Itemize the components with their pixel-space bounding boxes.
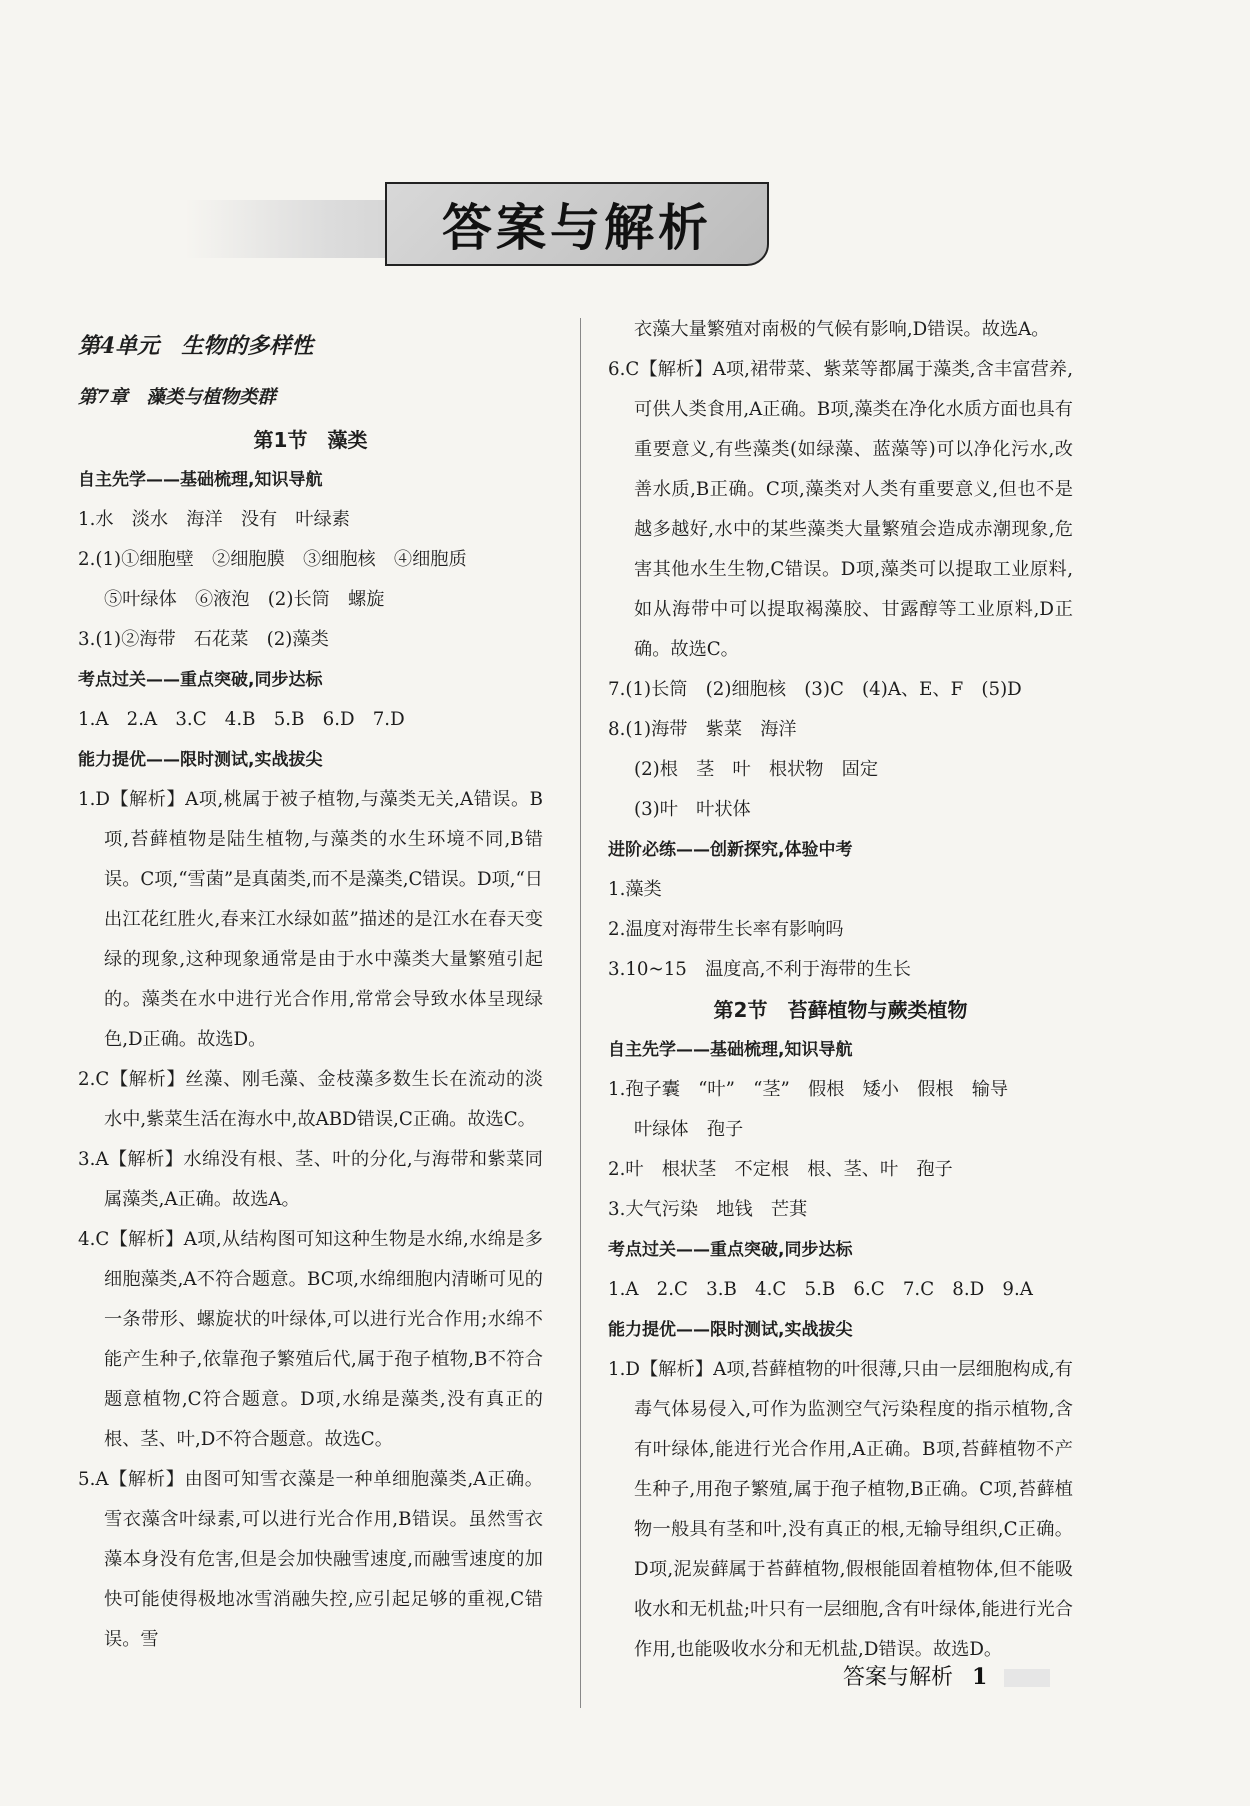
moss-explanation-1: 1.D【解析】A项,苔藓植物的叶很薄,只由一层细胞构成,有毒气体易侵入,可作为监测空气污染程度的指示植物,含有叶绿体,能进行光合作用,A正确。B项,苔藓植物不产生种子,用孢子繁殖,属于孢子植物,B正确。C项,苔藓植物一般具有茎和叶,没有真正的根,无输导组织,C正确。D项,泥炭藓属于苔藓植物,假根能固着植物体,但不能吸收水和无机盐;叶只有一层细胞,含有叶绿体,能进行光合作用,也能吸收水分和无机盐,D错误。故选D。 [608, 1359, 1073, 1660]
subheading-advanced: 进阶必练——创新探究,体验中考 [608, 840, 853, 860]
chapter-heading: 第7章 藻类与植物类群 [78, 387, 276, 408]
answer-2b: ⑤叶绿体 ⑥液泡 (2)长筒 螺旋 [104, 589, 385, 610]
explanation-5: 5.A【解析】由图可知雪衣藻是一种单细胞藻类,A正确。雪衣藻含叶绿素,可以进行光合作用,B错误。虽然雪衣藻本身没有危害,但是会加快融雪速度,而融雪速度的加快可能使得极地冰雪消融失控,应引起足够的重视,C错误。雪 [78, 1469, 543, 1650]
moss-answer-3: 3.大气污染 地钱 芒萁 [608, 1199, 808, 1220]
answer-2a: 2.(1)①细胞壁 ②细胞膜 ③细胞核 ④细胞质 [78, 549, 467, 570]
section-heading-2: 第2节 苔藓植物与蕨类植物 [713, 998, 968, 1022]
explanation-6: 6.C【解析】A项,裙带菜、紫菜等都属于藻类,含丰富营养,可供人类食用,A正确。B项,藻类在净化水质方面也具有重要意义,有些藻类(如绿藻、蓝藻等)可以净化污水,改善水质,B正确。C项,藻类对人类有重要意义,但也不是越多越好,水中的某些藻类大量繁殖会造成赤潮现象,危害其他水生生物,C错误。D项,藻类可以提取工业原料,如从海带中可以提取褐藻胶、甘露醇等工业原料,D正确。故选C。 [608, 359, 1073, 660]
explanation-2: 2.C【解析】丝藻、刚毛藻、金枝藻多数生长在流动的淡水中,紫菜生活在海水中,故ABD错误,C正确。故选C。 [78, 1069, 543, 1130]
answer-3: 3.(1)②海带 石花菜 (2)藻类 [78, 629, 329, 650]
footer-label: 答案与解析 [843, 1665, 954, 1690]
subheading-ability: 能力提优——限时测试,实战拔尖 [78, 750, 323, 770]
subheading-key-points: 考点过关——重点突破,同步达标 [78, 670, 323, 690]
answer-7: 7.(1)长筒 (2)细胞核 (3)C (4)A、E、F (5)D [608, 679, 1022, 700]
section-heading: 第1节 藻类 [253, 428, 368, 452]
moss-answer-1a: 1.孢子囊 “叶” “茎” 假根 矮小 假根 输导 [608, 1079, 1009, 1100]
answer-8b: (2)根 茎 叶 根状物 固定 [634, 759, 879, 780]
subheading-ability-2: 能力提优——限时测试,实战拔尖 [608, 1320, 853, 1340]
page-number: 1 [972, 1664, 988, 1690]
explanation-1: 1.D【解析】A项,桃属于被子植物,与藻类无关,A错误。B项,苔藓植物是陆生植物,与藻类的水生环境不同,B错误。C项,“雪菌”是真菌类,而不是藻类,C错误。D项,“日出江花红胜火,春来江水绿如蓝”描述的是江水在春天变绿的现象,这种现象通常是由于水中藻类大量繁殖引起的。藻类在水中进行光合作用,常常会导致水体呈现绿色,D正确。故选D。 [78, 789, 543, 1050]
subheading-self-study: 自主先学——基础梳理,知识导航 [78, 470, 323, 490]
answer-8a: 8.(1)海带 紫菜 海洋 [608, 719, 797, 740]
explanation-4: 4.C【解析】A项,从结构图可知这种生物是水绵,水绵是多细胞藻类,A不符合题意。BC项,水绵细胞内清晰可见的一条带形、螺旋状的叶绿体,可以进行光合作用;水绵不能产生种子,依靠孢子繁殖后代,属于孢子植物,B不符合题意植物,C符合题意。D项,水绵是藻类,没有真正的根、茎、叶,D不符合题意。故选C。 [78, 1229, 543, 1450]
subheading-key-points-2: 考点过关——重点突破,同步达标 [608, 1240, 853, 1260]
answer-1: 1.水 淡水 海洋 没有 叶绿素 [78, 509, 350, 530]
practice-1: 1.藻类 [608, 879, 662, 900]
page-footer [843, 1660, 1050, 1691]
moss-answer-2: 2.叶 根状茎 不定根 根、茎、叶 孢子 [608, 1159, 953, 1180]
answer-8c: (3)叶 叶状体 [634, 799, 751, 820]
title-box [385, 182, 769, 266]
moss-answer-1b: 叶绿体 孢子 [634, 1119, 744, 1140]
unit-heading: 第4单元 生物的多样性 [78, 333, 314, 359]
subheading-self-study-2: 自主先学——基础梳理,知识导航 [608, 1040, 853, 1060]
left-column [78, 320, 543, 1660]
explanation-5-cont: 衣藻大量繁殖对南极的气候有影响,D错误。故选A。 [634, 319, 1050, 340]
mc-answers-2: 1.A 2.C 3.B 4.C 5.B 6.C 7.C 8.D 9.A [608, 1279, 1033, 1300]
column-divider [580, 318, 581, 1708]
explanation-3: 3.A【解析】水绵没有根、茎、叶的分化,与海带和紫菜同属藻类,A正确。故选A。 [78, 1149, 543, 1210]
mc-answers: 1.A 2.A 3.C 4.B 5.B 6.D 7.D [78, 709, 405, 730]
page-title: 答案与解析 [442, 199, 712, 257]
practice-2: 2.温度对海带生长率有影响吗 [608, 919, 844, 940]
footer-mark [1004, 1669, 1050, 1687]
practice-3: 3.10~15 温度高,不利于海带的生长 [608, 959, 911, 980]
right-column [608, 310, 1073, 1670]
